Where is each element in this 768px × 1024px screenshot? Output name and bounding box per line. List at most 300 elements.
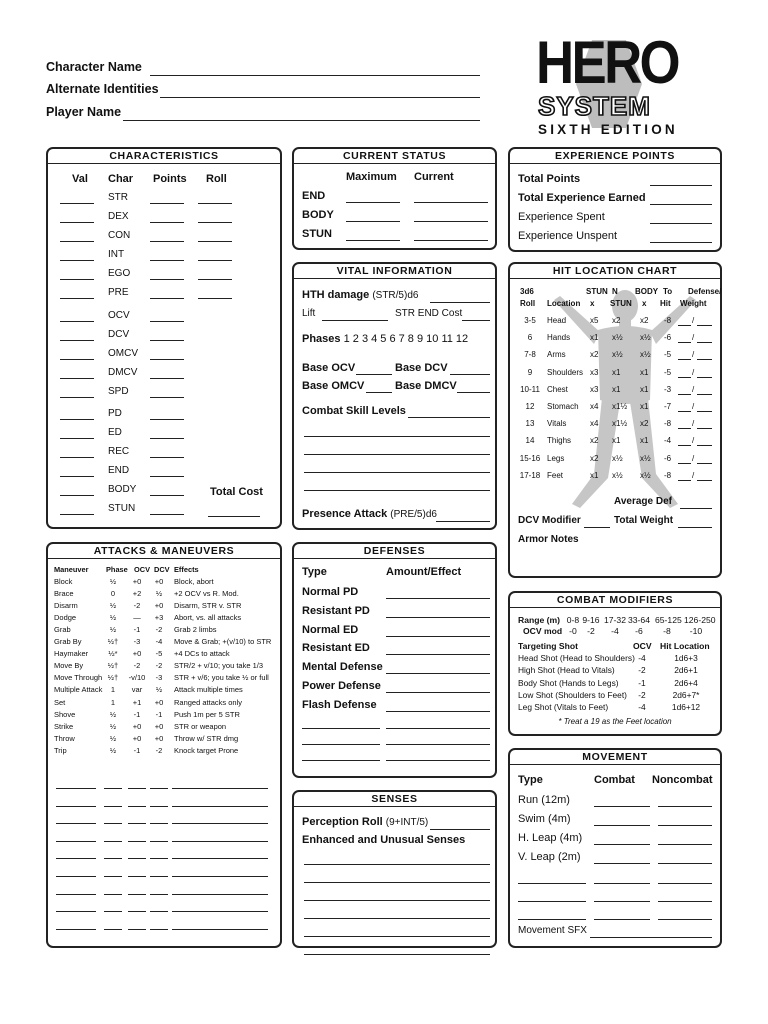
atk-blank-phase-8[interactable] xyxy=(104,929,122,930)
hl-head2-2: x xyxy=(590,299,595,308)
hl-row-3-col-4: x1 xyxy=(640,367,649,377)
atk-blank-maneuver-2[interactable] xyxy=(56,823,96,824)
status-end-current-field[interactable] xyxy=(414,202,488,203)
hl-weight-field-8[interactable] xyxy=(697,463,712,464)
status-end-max-field[interactable] xyxy=(346,202,400,203)
hl-row-1-col-1: Hands xyxy=(547,333,571,343)
char-int-label: INT xyxy=(108,249,125,260)
def-blank-amount-1[interactable] xyxy=(386,744,490,745)
def-row-field-2[interactable] xyxy=(386,636,490,637)
attacks-panel xyxy=(46,542,282,948)
hl-defense-field-6[interactable] xyxy=(678,428,691,429)
cm-col-hitloc: Hit Location xyxy=(660,641,710,651)
move-blank-noncombat-2[interactable] xyxy=(658,919,712,920)
atk-row-3-col-0: Dodge xyxy=(54,612,77,622)
atk-row-11-col-2: -1 xyxy=(133,709,141,719)
status-stun-label: STUN xyxy=(302,228,332,240)
lift-label: Lift xyxy=(302,308,316,319)
char-val-field-end[interactable] xyxy=(60,476,94,477)
hl-head1-2: N xyxy=(612,287,618,296)
atk-row-7-col-1: ½† xyxy=(107,661,119,671)
hl-defense-field-2[interactable] xyxy=(678,359,691,360)
atk-row-6-col-4: +4 DCs to attack xyxy=(174,649,230,659)
atk-row-6-col-3: -5 xyxy=(155,649,163,659)
char-points-field-spd[interactable] xyxy=(150,397,184,398)
hl-row-6-col-0: 13 xyxy=(525,419,535,429)
atk-row-1-col-1: 0 xyxy=(110,588,116,598)
hl-row-9-col-5: -8 xyxy=(664,470,672,480)
col-current: Current xyxy=(414,171,454,183)
char-points-field-end[interactable] xyxy=(150,476,184,477)
char-roll-field-str[interactable] xyxy=(198,203,232,204)
ocv-mod-2: -4 xyxy=(611,626,619,636)
hl-defense-field-7[interactable] xyxy=(678,445,691,446)
atk-blank-phase-3[interactable] xyxy=(104,841,122,842)
ocv-mod-3: -6 xyxy=(635,626,643,636)
move-blank-type-2[interactable] xyxy=(518,919,586,920)
atk-blank-phase-4[interactable] xyxy=(104,858,122,859)
def-row-label-0: Normal PD xyxy=(302,586,359,598)
hit-location-title: HIT LOCATION CHART xyxy=(510,264,720,279)
atk-blank-maneuver-1[interactable] xyxy=(56,806,96,807)
atk-row-10-col-2: +1 xyxy=(132,697,142,707)
char-val-field-ocv[interactable] xyxy=(60,321,94,322)
char-val-field-body[interactable] xyxy=(60,495,94,496)
char-points-field-con[interactable] xyxy=(150,241,184,242)
hl-slash-5: / xyxy=(692,402,695,411)
col-move-type: Type xyxy=(518,774,543,786)
senses-line-4[interactable] xyxy=(304,936,490,937)
char-str-label: STR xyxy=(108,192,128,203)
atk-blank-ocv-2[interactable] xyxy=(128,823,146,824)
atk-row-1-col-3: ½ xyxy=(155,588,163,598)
logo-system-text: SYSTEM xyxy=(538,91,651,121)
atk-row-11-col-4: Push 1m per 5 STR xyxy=(174,709,240,719)
char-points-field-pre[interactable] xyxy=(150,298,184,299)
hl-row-8-col-4: x½ xyxy=(640,453,651,463)
move-blank-type-0[interactable] xyxy=(518,883,586,884)
def-row-field-1[interactable] xyxy=(386,617,490,618)
atk-blank-dcv-8[interactable] xyxy=(150,929,168,930)
char-points-field-ego[interactable] xyxy=(150,279,184,280)
atk-row-3-col-3: +3 xyxy=(154,612,164,622)
hl-weight-field-5[interactable] xyxy=(697,411,712,412)
cm-row-1-hitloc: 2d6+1 xyxy=(674,665,698,676)
atk-row-1-col-0: Brace xyxy=(54,588,74,598)
char-pre-label: PRE xyxy=(108,287,129,298)
atk-blank-effect-2[interactable] xyxy=(172,823,268,824)
base-omcv-field[interactable] xyxy=(366,392,392,393)
char-val-field-spd[interactable] xyxy=(60,397,94,398)
move-blank-combat-1[interactable] xyxy=(594,901,650,902)
cm-row-4-hitloc: 1d6+12 xyxy=(671,702,701,713)
atk-blank-phase-2[interactable] xyxy=(104,823,122,824)
atk-blank-phase-7[interactable] xyxy=(104,911,122,912)
atk-row-4-col-2: -1 xyxy=(133,624,141,634)
move-row-noncombat-3[interactable] xyxy=(658,863,712,864)
hl-row-8-col-1: Legs xyxy=(547,453,565,463)
atk-row-4-col-0: Grab xyxy=(54,624,71,634)
hl-weight-field-1[interactable] xyxy=(697,342,712,343)
char-points-field-stun[interactable] xyxy=(150,514,184,515)
hl-weight-field-7[interactable] xyxy=(697,445,712,446)
hl-row-8-col-0: 15-16 xyxy=(519,453,541,463)
atk-row-14-col-0: Trip xyxy=(54,745,67,755)
atk-blank-effect-7[interactable] xyxy=(172,911,268,912)
lift-field[interactable] xyxy=(322,320,388,321)
char-val-field-dcv[interactable] xyxy=(60,340,94,341)
dcv-modifier-label: DCV Modifier xyxy=(518,515,581,526)
hl-row-9-col-4: x½ xyxy=(640,470,651,480)
atk-blank-effect-8[interactable] xyxy=(172,929,268,930)
player-name-field[interactable] xyxy=(123,120,480,121)
atk-blank-phase-1[interactable] xyxy=(104,806,122,807)
char-spd-label: SPD xyxy=(108,386,129,397)
atk-row-3-col-2: — xyxy=(133,612,141,622)
char-val-field-str[interactable] xyxy=(60,203,94,204)
atk-blank-effect-5[interactable] xyxy=(172,876,268,877)
atk-row-0-col-4: Block, abort xyxy=(174,576,214,586)
atk-row-5-col-2: -3 xyxy=(133,637,141,646)
col-move-combat: Combat xyxy=(594,774,635,786)
atk-row-3-col-1: ½ xyxy=(109,612,117,622)
atk-blank-effect-0[interactable] xyxy=(172,788,268,789)
atk-blank-maneuver-3[interactable] xyxy=(56,841,96,842)
atk-row-5-col-4: Move & Grab; +(v/10) to STR xyxy=(174,637,272,646)
hl-slash-3: / xyxy=(692,367,695,377)
atk-blank-dcv-0[interactable] xyxy=(150,788,168,789)
atk-blank-ocv-3[interactable] xyxy=(128,841,146,842)
atk-row-12-col-1: ½ xyxy=(109,721,117,731)
atk-blank-ocv-8[interactable] xyxy=(128,929,146,930)
phase-numbers[interactable]: 1 2 3 4 5 6 7 8 9 10 11 12 xyxy=(343,333,469,345)
char-val-field-ego[interactable] xyxy=(60,279,94,280)
atk-row-11-col-1: ½ xyxy=(109,709,117,719)
cm-row-4-ocv: -4 xyxy=(638,702,646,713)
hl-weight-field-6[interactable] xyxy=(697,428,712,429)
char-roll-field-dex[interactable] xyxy=(198,222,232,223)
hl-slash-2: / xyxy=(692,350,695,360)
movement-sfx-field[interactable] xyxy=(590,937,712,938)
char-body-label: BODY xyxy=(108,484,137,495)
alternate-identities-label: Alternate Identities xyxy=(46,82,159,96)
char-roll-field-pre[interactable] xyxy=(198,298,232,299)
status-body-current-field[interactable] xyxy=(414,221,488,222)
combat-skill-field-4[interactable] xyxy=(304,490,490,491)
hl-row-9-col-3: x½ xyxy=(612,470,623,480)
char-val-field-pd[interactable] xyxy=(60,419,94,420)
atk-blank-dcv-2[interactable] xyxy=(150,823,168,824)
status-body-label: BODY xyxy=(302,209,334,221)
hl-weight-field-0[interactable] xyxy=(697,325,712,326)
atk-blank-effect-1[interactable] xyxy=(172,806,268,807)
def-row-label-4: Mental Defense xyxy=(302,661,383,674)
presence-attack-field[interactable] xyxy=(436,521,490,522)
atk-blank-ocv-5[interactable] xyxy=(128,876,146,877)
presence-attack-note: (PRE/5)d6 xyxy=(390,509,437,520)
hl-defense-field-3[interactable] xyxy=(678,377,691,378)
hl-row-8-col-3: x½ xyxy=(612,453,623,463)
status-stun-max-field[interactable] xyxy=(346,240,400,241)
status-stun-current-field[interactable] xyxy=(414,240,488,241)
def-row-label-5: Power Defense xyxy=(302,680,381,692)
atk-blank-dcv-3[interactable] xyxy=(150,841,168,842)
hl-row-2-col-3: x½ xyxy=(612,350,623,360)
hl-row-2-col-1: Arms xyxy=(547,350,566,360)
def-row-field-0[interactable] xyxy=(386,598,490,599)
atk-blank-maneuver-8[interactable] xyxy=(56,929,96,930)
atk-blank-dcv-6[interactable] xyxy=(150,894,168,895)
atk-blank-dcv-7[interactable] xyxy=(150,911,168,912)
phases-label: Phases xyxy=(302,333,341,345)
move-row-combat-0[interactable] xyxy=(594,806,650,807)
atk-row-9-col-0: Multiple Attack xyxy=(54,685,103,695)
hl-defense-field-5[interactable] xyxy=(678,411,691,412)
atk-row-2-col-1: ½ xyxy=(109,600,117,610)
move-blank-combat-2[interactable] xyxy=(594,919,650,920)
atk-row-3-col-4: Abort, vs. all attacks xyxy=(174,612,242,622)
atk-row-10-col-4: Ranged attacks only xyxy=(174,697,242,707)
move-row-label-3: V. Leap (2m) xyxy=(518,851,581,863)
combat-skill-field-2[interactable] xyxy=(304,454,490,455)
char-points-field-dex[interactable] xyxy=(150,222,184,223)
def-row-field-3[interactable] xyxy=(386,654,490,655)
atk-row-7-col-0: Move By xyxy=(54,661,84,671)
total-weight-field[interactable] xyxy=(678,527,712,528)
attacks-title: ATTACKS & MANEUVERS xyxy=(48,544,280,559)
def-blank-type-1[interactable] xyxy=(302,744,380,745)
atk-row-4-col-4: Grab 2 limbs xyxy=(174,624,217,634)
hl-row-3-col-3: x1 xyxy=(612,367,621,377)
hl-weight-field-9[interactable] xyxy=(697,480,712,481)
atk-blank-phase-6[interactable] xyxy=(104,894,122,895)
str-end-cost-field[interactable] xyxy=(462,320,490,321)
hth-damage-field[interactable] xyxy=(430,302,490,303)
hl-weight-field-4[interactable] xyxy=(697,394,712,395)
move-blank-noncombat-0[interactable] xyxy=(658,883,712,884)
status-body-max-field[interactable] xyxy=(346,221,400,222)
atk-blank-maneuver-6[interactable] xyxy=(56,894,96,895)
combat-skill-field-3[interactable] xyxy=(304,472,490,473)
atk-blank-effect-6[interactable] xyxy=(172,894,268,895)
cm-row-3-ocv: -2 xyxy=(638,689,646,700)
atk-blank-ocv-6[interactable] xyxy=(128,894,146,895)
range-label: Range (m) xyxy=(518,615,561,625)
char-val-field-int[interactable] xyxy=(60,260,94,261)
atk-blank-ocv-1[interactable] xyxy=(128,806,146,807)
hl-defense-field-1[interactable] xyxy=(678,342,691,343)
move-row-noncombat-1[interactable] xyxy=(658,825,712,826)
senses-line-5[interactable] xyxy=(304,954,490,955)
move-row-noncombat-2[interactable] xyxy=(658,844,712,845)
atk-blank-maneuver-7[interactable] xyxy=(56,911,96,912)
total-cost-field[interactable] xyxy=(208,516,260,517)
exp-row-field-2[interactable] xyxy=(650,223,712,224)
hth-damage-note: (STR/5)d6 xyxy=(372,290,419,301)
atk-row-13-col-2: +0 xyxy=(132,733,142,743)
char-points-field-ed[interactable] xyxy=(150,438,184,439)
atk-row-9-col-4: Attack multiple times xyxy=(174,685,243,695)
char-roll-field-con[interactable] xyxy=(198,241,232,242)
atk-row-14-col-3: -2 xyxy=(155,745,163,755)
move-row-combat-1[interactable] xyxy=(594,825,650,826)
vital-info-panel xyxy=(292,262,497,530)
atk-blank-maneuver-5[interactable] xyxy=(56,876,96,877)
hl-head1-1: STUN xyxy=(586,287,608,296)
char-val-field-dmcv[interactable] xyxy=(60,378,94,379)
hl-row-6-col-5: -8 xyxy=(664,419,672,429)
base-ocv-field[interactable] xyxy=(356,374,392,375)
def-blank-type-0[interactable] xyxy=(302,728,380,729)
atk-row-13-col-1: ½ xyxy=(109,733,117,743)
hl-row-3-col-2: x3 xyxy=(590,367,599,377)
move-row-combat-3[interactable] xyxy=(594,863,650,864)
defenses-panel xyxy=(292,542,497,778)
perception-roll-field[interactable] xyxy=(430,829,490,830)
move-row-combat-2[interactable] xyxy=(594,844,650,845)
atk-blank-ocv-4[interactable] xyxy=(128,858,146,859)
base-dcv-field[interactable] xyxy=(450,374,490,375)
char-val-field-ed[interactable] xyxy=(60,438,94,439)
atk-blank-dcv-1[interactable] xyxy=(150,806,168,807)
hl-defense-field-9[interactable] xyxy=(678,480,691,481)
senses-line-0[interactable] xyxy=(304,864,490,865)
range-1: 9-16 xyxy=(582,615,600,625)
char-points-field-dcv[interactable] xyxy=(150,340,184,341)
cm-row-0-shot: Head Shot (Head to Shoulders) xyxy=(518,653,635,663)
move-blank-type-1[interactable] xyxy=(518,901,586,902)
player-name-label: Player Name xyxy=(46,105,122,119)
dcv-modifier-field[interactable] xyxy=(584,527,610,528)
atk-col-4: Effects xyxy=(174,565,199,574)
atk-row-5-col-3: -4 xyxy=(155,637,163,646)
average-def-field[interactable] xyxy=(680,508,712,509)
char-roll-field-int[interactable] xyxy=(198,260,232,261)
hl-defense-field-0[interactable] xyxy=(678,325,691,326)
hl-defense-field-8[interactable] xyxy=(678,463,691,464)
char-dex-label: DEX xyxy=(108,211,129,222)
combat-skill-field-0[interactable] xyxy=(408,417,490,418)
range-4: 65-125 xyxy=(655,615,682,625)
hl-row-0-col-3: x2 xyxy=(612,316,621,325)
move-blank-combat-0[interactable] xyxy=(594,883,650,884)
char-val-field-omcv[interactable] xyxy=(60,359,94,360)
cm-row-2-hitloc: 2d6+4 xyxy=(674,677,698,688)
hl-row-0-col-0: 3-5 xyxy=(524,316,536,325)
hl-head1-5: Defense/ xyxy=(688,287,722,296)
atk-blank-effect-4[interactable] xyxy=(172,858,268,859)
atk-blank-maneuver-4[interactable] xyxy=(56,858,96,859)
hl-row-0-col-2: x5 xyxy=(590,316,599,325)
atk-blank-phase-0[interactable] xyxy=(104,788,122,789)
ocv-mod-1: -2 xyxy=(587,626,595,636)
atk-blank-dcv-5[interactable] xyxy=(150,876,168,877)
hl-slash-1: / xyxy=(692,333,695,343)
hl-row-7-col-3: x1 xyxy=(612,436,621,446)
move-blank-noncombat-1[interactable] xyxy=(658,901,712,902)
atk-row-7-col-3: -2 xyxy=(155,661,163,671)
atk-blank-phase-5[interactable] xyxy=(104,876,122,877)
char-val-field-pre[interactable] xyxy=(60,298,94,299)
exp-row-label-2: Experience Spent xyxy=(518,211,605,223)
hl-defense-field-4[interactable] xyxy=(678,394,691,395)
experience-panel xyxy=(508,147,722,252)
atk-blank-maneuver-0[interactable] xyxy=(56,788,96,789)
atk-blank-ocv-7[interactable] xyxy=(128,911,146,912)
char-points-field-str[interactable] xyxy=(150,203,184,204)
char-roll-field-ego[interactable] xyxy=(198,279,232,280)
exp-row-label-3: Experience Unspent xyxy=(518,230,618,242)
char-val-field-stun[interactable] xyxy=(60,514,94,515)
base-omcv-label: Base OMCV xyxy=(302,380,365,392)
cm-row-1-ocv: -2 xyxy=(638,665,646,676)
combat-skill-field-1[interactable] xyxy=(304,436,490,437)
char-points-field-pd[interactable] xyxy=(150,419,184,420)
def-row-field-6[interactable] xyxy=(386,711,490,712)
char-val-field-rec[interactable] xyxy=(60,457,94,458)
exp-row-field-0[interactable] xyxy=(650,185,712,186)
character-name-label: Character Name xyxy=(46,60,142,74)
base-dmcv-field[interactable] xyxy=(457,392,490,393)
char-val-field-con[interactable] xyxy=(60,241,94,242)
col-def-type: Type xyxy=(302,566,327,578)
atk-row-12-col-0: Strike xyxy=(54,721,74,731)
exp-row-field-3[interactable] xyxy=(650,242,712,243)
senses-line-2[interactable] xyxy=(304,900,490,901)
hl-row-4-col-0: 10-11 xyxy=(520,384,540,394)
char-omcv-label: OMCV xyxy=(108,348,138,359)
char-points-field-rec[interactable] xyxy=(150,457,184,458)
atk-col-3: DCV xyxy=(154,565,170,574)
atk-row-6-col-1: ½* xyxy=(108,649,118,659)
atk-row-8-col-3: -3 xyxy=(155,673,163,683)
senses-line-3[interactable] xyxy=(304,918,490,919)
hl-weight-field-3[interactable] xyxy=(697,377,712,378)
alternate-identities-field[interactable] xyxy=(160,97,480,98)
atk-row-8-col-4: STR + v/6; you take ½ or full xyxy=(174,673,269,683)
atk-blank-ocv-0[interactable] xyxy=(128,788,146,789)
hl-head1-3: BODY xyxy=(635,287,659,296)
hl-row-7-col-4: x1 xyxy=(640,436,649,446)
char-points-field-ocv[interactable] xyxy=(150,321,184,322)
hl-weight-field-2[interactable] xyxy=(697,359,712,360)
def-blank-type-2[interactable] xyxy=(302,760,380,761)
atk-blank-dcv-4[interactable] xyxy=(150,858,168,859)
char-points-field-int[interactable] xyxy=(150,260,184,261)
senses-line-1[interactable] xyxy=(304,882,490,883)
def-row-field-4[interactable] xyxy=(386,673,490,674)
hl-head2-6: Weight xyxy=(680,299,707,308)
character-name-field[interactable] xyxy=(150,75,480,76)
move-row-noncombat-0[interactable] xyxy=(658,806,712,807)
hl-row-4-col-5: -3 xyxy=(664,384,672,394)
hl-row-9-col-2: x1 xyxy=(590,470,599,480)
def-blank-amount-0[interactable] xyxy=(386,728,490,729)
char-val-field-dex[interactable] xyxy=(60,222,94,223)
movement-title: MOVEMENT xyxy=(510,750,720,765)
combat-skill-levels-label: Combat Skill Levels xyxy=(302,405,406,417)
char-points-field-dmcv[interactable] xyxy=(150,378,184,379)
char-points-field-body[interactable] xyxy=(150,495,184,496)
senses-title: SENSES xyxy=(294,792,495,807)
def-row-field-5[interactable] xyxy=(386,692,490,693)
atk-blank-effect-3[interactable] xyxy=(172,841,268,842)
range-0: 0-8 xyxy=(566,615,580,625)
move-row-label-1: Swim (4m) xyxy=(518,813,571,825)
def-blank-amount-2[interactable] xyxy=(386,760,490,761)
char-points-field-omcv[interactable] xyxy=(150,359,184,360)
exp-row-field-1[interactable] xyxy=(650,204,712,205)
